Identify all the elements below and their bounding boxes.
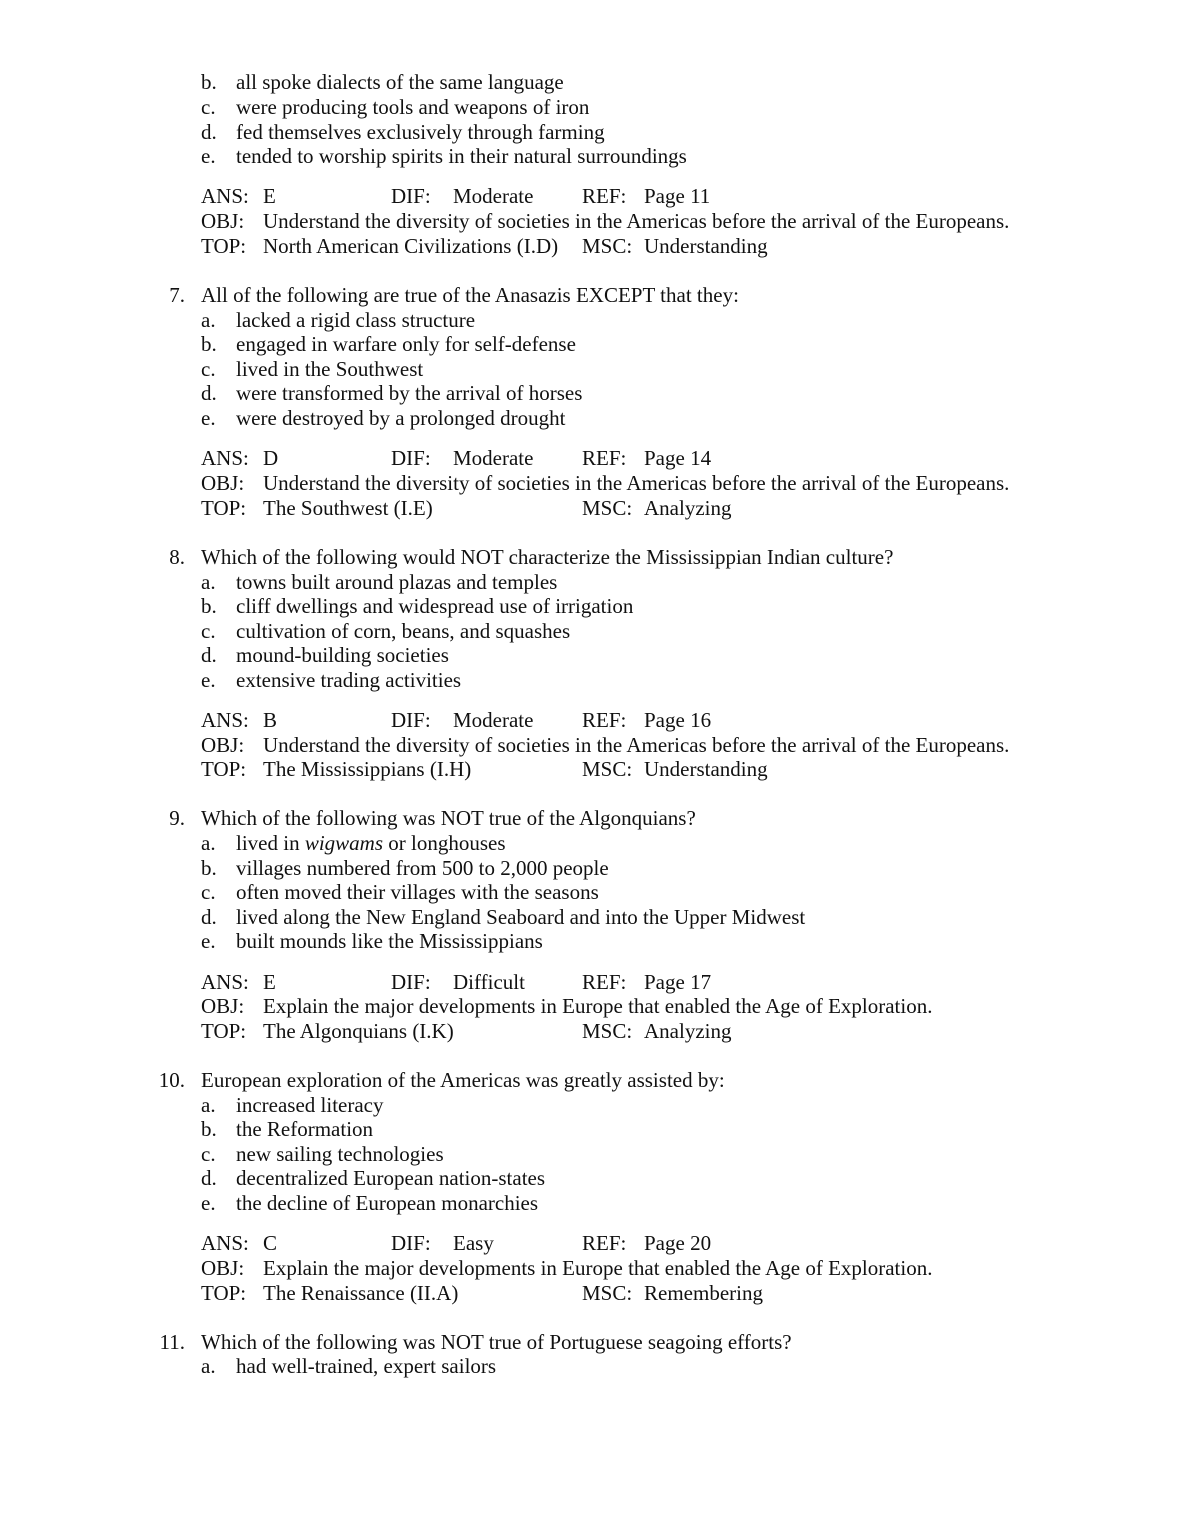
question-stem: All of the following are true of the Anasazis EXCEPT that they: (201, 283, 739, 307)
top-label: TOP: (201, 1019, 247, 1043)
option-letter: b. (201, 332, 217, 356)
reference-value: Page 14 (644, 446, 712, 470)
option-text: extensive trading activities (236, 668, 462, 692)
option-text: new sailing technologies (236, 1142, 444, 1166)
msc-value: Analyzing (644, 496, 732, 520)
msc-value: Understanding (644, 234, 768, 258)
msc-value: Remembering (644, 1281, 763, 1305)
top-label: TOP: (201, 1281, 247, 1305)
italic-term: wigwams (304, 831, 384, 855)
question-stem: Which of the following was NOT true of Portuguese seagoing efforts? (201, 1330, 792, 1354)
option-letter: a. (201, 831, 216, 855)
option-text: the decline of European monarchies (236, 1191, 539, 1215)
option-letter: c. (201, 95, 216, 119)
option-text: decentralized European nation-states (236, 1166, 546, 1190)
question-number: 11. (159, 1330, 185, 1354)
objective-value: Understand the diversity of societies in the Americas before the arrival of the Europeans. (263, 471, 1010, 495)
msc-label: MSC: (582, 496, 633, 520)
option-letter: b. (201, 594, 217, 618)
option-letter: d. (201, 643, 217, 667)
dif-label: DIF: (391, 184, 431, 208)
difficulty-value: Difficult (453, 970, 525, 994)
option-text: cliff dwellings and widespread use of irrigation (236, 594, 634, 618)
question-stem: Which of the following would NOT characterize the Mississippian Indian culture? (201, 545, 894, 569)
option-letter: a. (201, 1354, 216, 1378)
option-text: villages numbered from 500 to 2,000 people (236, 856, 609, 880)
option-letter: b. (201, 856, 217, 880)
dif-label: DIF: (391, 1231, 431, 1255)
ans-label: ANS: (201, 1231, 249, 1255)
question-number: 9. (169, 806, 185, 830)
option-letter: e. (201, 668, 216, 692)
obj-label: OBJ: (201, 994, 245, 1018)
option-letter: b. (201, 70, 217, 94)
msc-label: MSC: (582, 234, 633, 258)
answer-value: E (263, 970, 276, 994)
question-stem: Which of the following was NOT true of the Algonquians? (201, 806, 696, 830)
answer-value: B (263, 708, 278, 732)
option-letter: e. (201, 406, 216, 430)
option-text: mound-building societies (236, 643, 449, 667)
option-letter: c. (201, 1142, 216, 1166)
difficulty-value: Moderate (453, 446, 534, 470)
option-text: towns built around plazas and temples (236, 570, 558, 594)
option-letter: c. (201, 357, 216, 381)
option-text: were destroyed by a prolonged drought (236, 406, 566, 430)
ref-label: REF: (582, 708, 627, 732)
question-number: 10. (158, 1068, 185, 1092)
ref-label: REF: (582, 184, 627, 208)
option-letter: e. (201, 1191, 216, 1215)
option-text: lived in wigwams or longhouses (236, 831, 506, 855)
msc-value: Understanding (644, 757, 768, 781)
topic-value: North American Civilizations (I.D) (263, 234, 559, 258)
option-letter: c. (201, 619, 216, 643)
option-text: had well-trained, expert sailors (236, 1354, 497, 1378)
option-text: lacked a rigid class structure (236, 308, 476, 332)
objective-value: Understand the diversity of societies in the Americas before the arrival of the Europeans. (263, 733, 1010, 757)
objective-value: Explain the major developments in Europe that enabled the Age of Exploration. (263, 1256, 933, 1280)
reference-value: Page 11 (644, 184, 711, 208)
msc-label: MSC: (582, 757, 633, 781)
msc-label: MSC: (582, 1281, 633, 1305)
objective-value: Understand the diversity of societies in the Americas before the arrival of the Europeans. (263, 209, 1010, 233)
option-letter: d. (201, 381, 217, 405)
topic-value: The Algonquians (I.K) (263, 1019, 454, 1043)
answer-value: C (263, 1231, 278, 1255)
option-letter: d. (201, 905, 217, 929)
dif-label: DIF: (391, 708, 431, 732)
option-letter: a. (201, 308, 216, 332)
answer-value: D (263, 446, 279, 470)
ans-label: ANS: (201, 184, 249, 208)
reference-value: Page 16 (644, 708, 712, 732)
option-text: lived in the Southwest (236, 357, 424, 381)
option-letter: e. (201, 929, 216, 953)
option-letter: d. (201, 1166, 217, 1190)
option-letter: b. (201, 1117, 217, 1141)
option-letter: c. (201, 880, 216, 904)
option-text: the Reformation (236, 1117, 374, 1141)
difficulty-value: Moderate (453, 184, 534, 208)
option-text: all spoke dialects of the same language (236, 70, 564, 94)
obj-label: OBJ: (201, 471, 245, 495)
option-text: often moved their villages with the seasons (236, 880, 599, 904)
question-stem: European exploration of the Americas was greatly assisted by: (201, 1068, 725, 1092)
option-text: were transformed by the arrival of horses (236, 381, 583, 405)
option-letter: d. (201, 120, 217, 144)
ans-label: ANS: (201, 708, 249, 732)
option-text: engaged in warfare only for self-defense (236, 332, 576, 356)
option-text: fed themselves exclusively through farming (236, 120, 605, 144)
option-text: were producing tools and weapons of iron (236, 95, 590, 119)
objective-value: Explain the major developments in Europe that enabled the Age of Exploration. (263, 994, 933, 1018)
obj-label: OBJ: (201, 209, 245, 233)
option-text: tended to worship spirits in their natural surroundings (236, 144, 687, 168)
reference-value: Page 20 (644, 1231, 712, 1255)
reference-value: Page 17 (644, 970, 712, 994)
topic-value: The Renaissance (II.A) (263, 1281, 459, 1305)
option-letter: a. (201, 1093, 216, 1117)
difficulty-value: Moderate (453, 708, 534, 732)
ref-label: REF: (582, 970, 627, 994)
obj-label: OBJ: (201, 1256, 245, 1280)
option-letter: a. (201, 570, 216, 594)
answer-value: E (263, 184, 276, 208)
option-text: increased literacy (236, 1093, 384, 1117)
dif-label: DIF: (391, 446, 431, 470)
top-label: TOP: (201, 757, 247, 781)
question-number: 7. (169, 283, 185, 307)
difficulty-value: Easy (453, 1231, 494, 1255)
dif-label: DIF: (391, 970, 431, 994)
topic-value: The Mississippians (I.H) (263, 757, 472, 781)
ref-label: REF: (582, 1231, 627, 1255)
option-letter: e. (201, 144, 216, 168)
option-text: built mounds like the Mississippians (236, 929, 543, 953)
obj-label: OBJ: (201, 733, 245, 757)
ans-label: ANS: (201, 970, 249, 994)
msc-label: MSC: (582, 1019, 633, 1043)
ans-label: ANS: (201, 446, 249, 470)
top-label: TOP: (201, 234, 247, 258)
topic-value: The Southwest (I.E) (263, 496, 433, 520)
top-label: TOP: (201, 496, 247, 520)
question-number: 8. (169, 545, 185, 569)
ref-label: REF: (582, 446, 627, 470)
option-text: lived along the New England Seaboard and into the Upper Midwest (236, 905, 806, 929)
option-text: cultivation of corn, beans, and squashes (236, 619, 571, 643)
msc-value: Analyzing (644, 1019, 732, 1043)
